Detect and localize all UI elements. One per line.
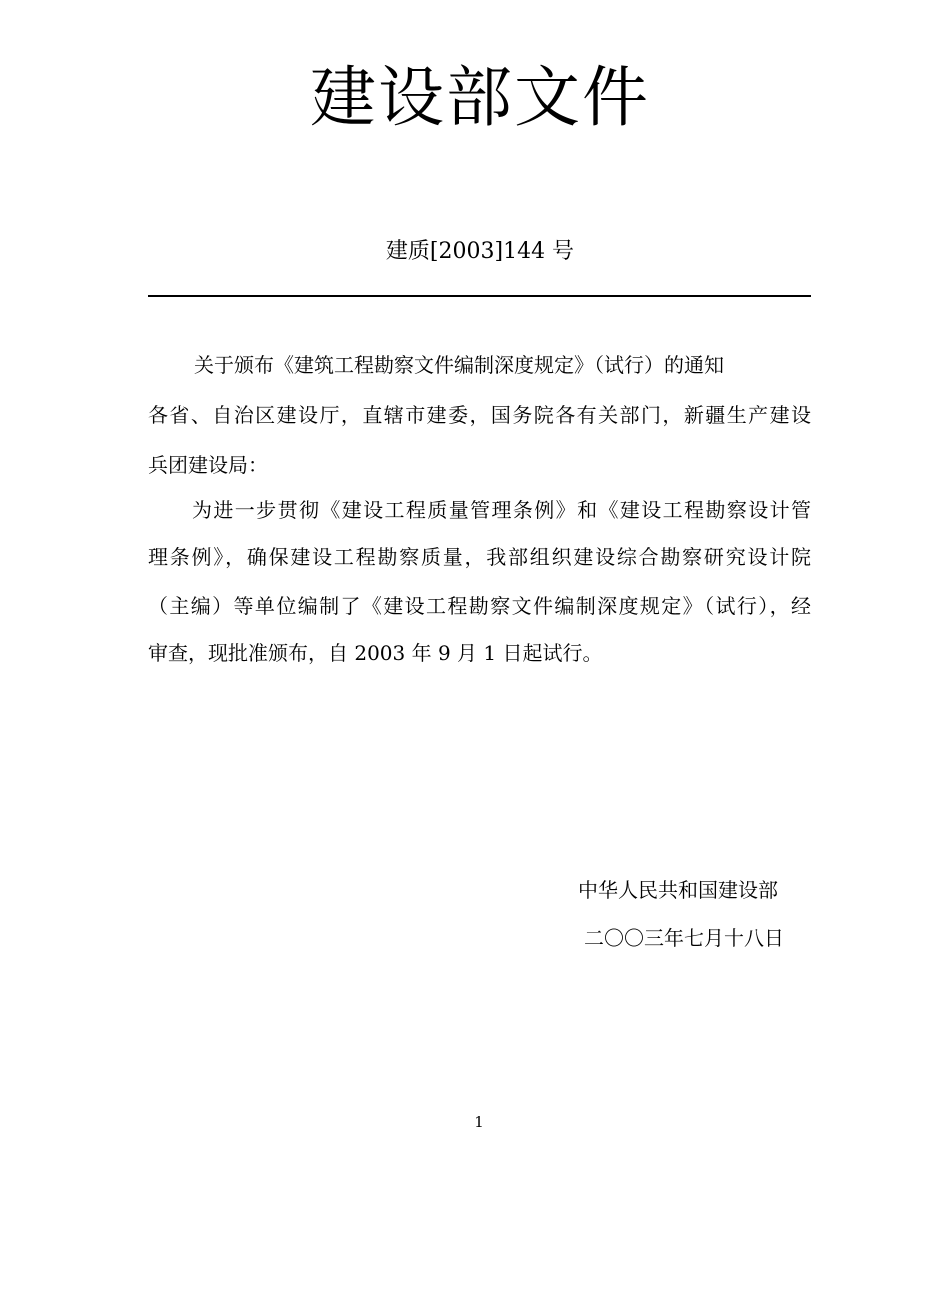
body-line-1: 为进一步贯彻《建设工程质量管理条例》和《建设工程勘察设计管 [192, 498, 811, 522]
page-number: 1 [474, 1113, 484, 1131]
body-line-2: 理条例》，确保建设工程勘察质量，我部组织建设综合勘察研究设计院 [148, 545, 811, 569]
document-header: 建设部文件 [310, 59, 650, 136]
addressee-line-2: 兵团建设局： [148, 453, 268, 477]
addressee-line-1: 各省、自治区建设厅，直辖市建委，国务院各有关部门，新疆生产建设 [148, 403, 811, 427]
document-number: 建质[2003]144 号 [385, 239, 575, 264]
issue-date: 二〇〇三年七月十八日 [584, 926, 784, 950]
issuer-signature: 中华人民共和国建设部 [578, 878, 778, 902]
header-divider [148, 295, 811, 297]
body-line-3: （主编）等单位编制了《建设工程勘察文件编制深度规定》（试行），经 [148, 594, 811, 618]
body-line-4: 审查，现批准颁布，自 2003 年 9 月 1 日起试行。 [148, 641, 603, 665]
notice-title: 关于颁布《建筑工程勘察文件编制深度规定》（试行）的通知 [194, 353, 724, 377]
